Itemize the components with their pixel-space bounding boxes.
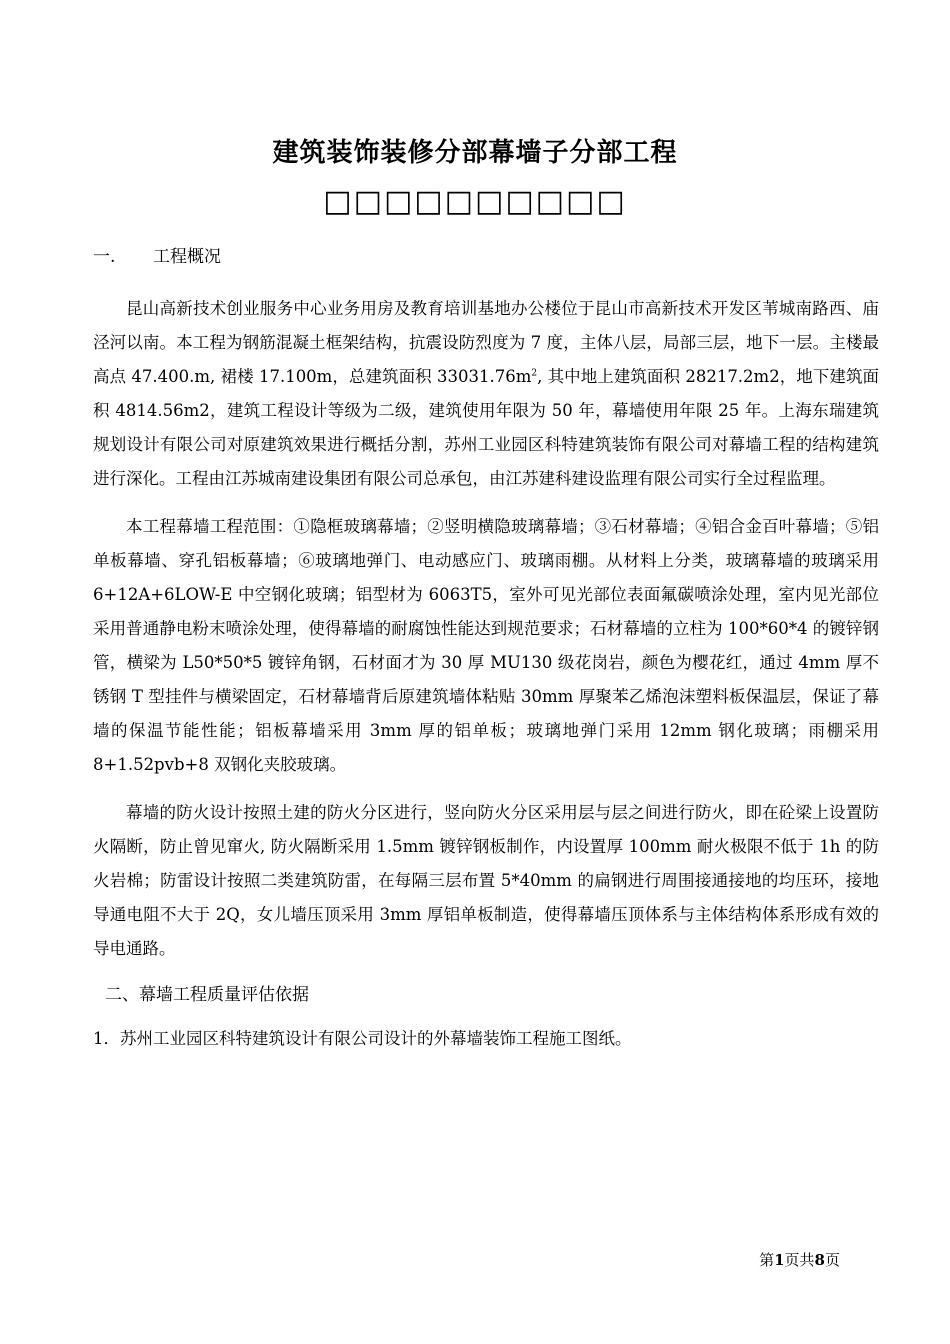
total-pages: 8 [814, 1251, 825, 1269]
current-page: 1 [774, 1251, 785, 1269]
page-number [759, 1250, 840, 1270]
paragraph-text: , 其中地上建筑面积 28217.2m2，地下建筑面积 4814.56m2，建筑工程设计等级为二级，建筑使用年限为 50 年，幕墙使用年限 25 年。上海东瑞建筑规划设计有限公司对原建筑效果进行概括分割，苏州工业园区科特建筑装饰有限公司对幕墙工程的结构建筑进行深化。工程由江苏城南建设集团有限公司总承包，由江苏建科建设监理有限公司实行全过程监理。 [93, 367, 879, 488]
document-body [93, 242, 879, 1054]
page-footer-text: 页共 [784, 1251, 815, 1269]
paragraph-fire-lightning: 幕墙的防火设计按照土建的防火分区进行，竖向防火分区采用层与层之间进行防火，即在砼梁上设置防火隔断，防止曾见窜火, 防火隔断采用 1.5mm 镀锌钢板制作，内设置厚 100mm 耐火极限不低于 1h 的防火岩棉；防雷设计按照二类建筑防雷，在每隔三层布置 5*40mm 的扁钢进行周围接通接地的均压环，接地导通电阻不大于 2Q，女儿墙压顶采用 3mm 厚铝单板制造，使得幕墙压顶体系与主体结构体系形成有效的导电通路。 [93, 803, 879, 958]
section-heading-overview [93, 242, 879, 272]
page-footer-text: 页 [824, 1251, 840, 1269]
page-footer-text: 第 [759, 1251, 775, 1269]
section-title: 工程概况 [153, 247, 221, 267]
document-title: 建筑装饰装修分部幕墙子分部工程 [272, 138, 678, 168]
superscript: 2 [531, 368, 538, 379]
section-heading-basis: 二、幕墙工程质量评估依据 [105, 985, 309, 1005]
document-subtitle: □□□□□□□□□□ [323, 184, 627, 219]
paragraph-scope: 本工程幕墙工程范围：①隐框玻璃幕墙；②竖明横隐玻璃幕墙；③石材幕墙；④铝合金百叶幕墙；⑤铝单板幕墙、穿孔铝板幕墙；⑥玻璃地弹门、电动感应门、玻璃雨棚。从材料上分类，玻璃幕墙的玻璃采用 6+12A+6LOW-E 中空钢化玻璃；铝型材为 6063T5，室外可见光部位表面氟碳喷涂处理，室内见光部位采用普通静电粉末喷涂处理，使得幕墙的耐腐蚀性能达到规范要求；石材幕墙的立柱为 100*60*4 的镀锌钢管，横梁为 L50*50*5 镀锌角钢，石材面才为 30 厚 MU130 级花岗岩，颜色为樱花红，通过 4mm 厚不锈钢 T 型挂件与横梁固定，石材幕墙背后原建筑墙体粘贴 30mm 厚聚苯乙烯泡沫塑料板保温层，保证了幕墙的保温节能性能；铝板幕墙采用 3mm 厚的铝单板；玻璃地弹门采用 12mm 钢化玻璃；雨棚采用 8+1.52pvb+8 双钢化夹胶玻璃。 [93, 517, 880, 774]
list-item: 1．苏州工业园区科特建筑设计有限公司设计的外幕墙装饰工程施工图纸。 [93, 1029, 632, 1048]
section-number: 一. [93, 247, 116, 267]
paragraph-text: 昆山高新技术创业服务中心业务用房及教育培训基地办公楼位于昆山市高新技术开发区苇城南路西、庙泾河以南。本工程为钢筋混凝土框架结构，抗震设防烈度为 7 度，主体八层，局部三层，地下一层。主楼最高点 47.400.m, 裙楼 17.100m，总建筑面积 33031.76m [93, 299, 879, 386]
paragraph-project-overview [93, 292, 879, 496]
